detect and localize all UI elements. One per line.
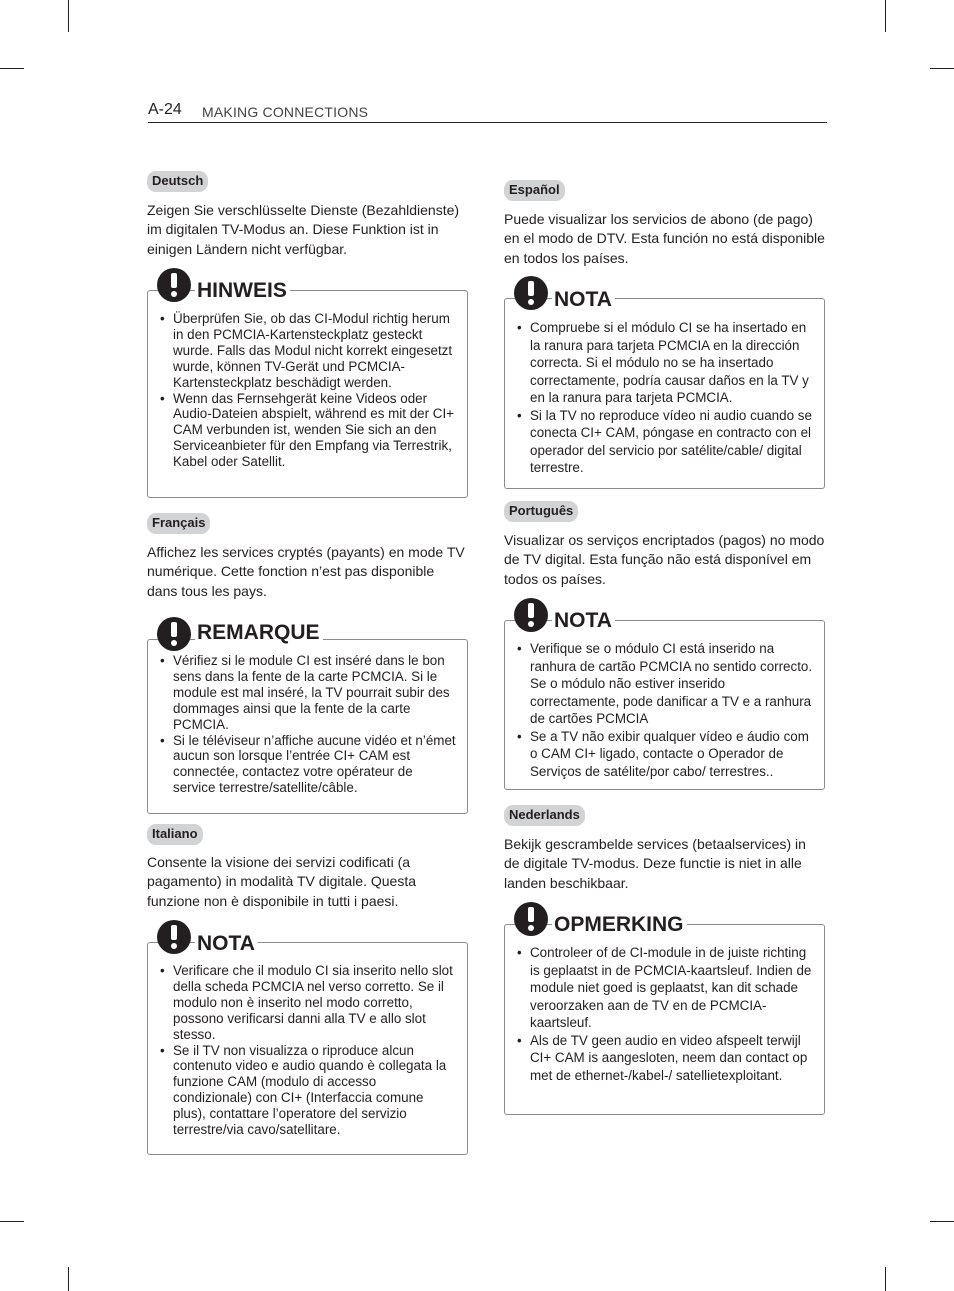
crop-mark — [0, 68, 24, 69]
note-box — [504, 276, 825, 489]
warning-icon — [514, 902, 548, 936]
list-item: • Si le téléviseur n’affiche aucune vidéo et n’émet aucun son lorsque l’entrée CI+ CAM est connectée, contactez votre opérateur de service terrestre/satellite/câble. — [160, 733, 458, 797]
warning-icon — [157, 920, 191, 954]
warning-icon — [157, 617, 191, 651]
note-list — [517, 319, 815, 477]
language-tag: Deutsch — [147, 171, 208, 192]
crop-mark — [68, 0, 69, 32]
list-item: • Überprüfen Sie, ob das CI-Modul richtig herum in den PCMCIA-Kartensteckplatz gesteckt wurde. Falls das Modul nicht korrekt eingesetzt wurde, können TV-Gerät und PCMCIA-Kartensteckplatz beschädigt werden. — [160, 311, 458, 391]
section-text: Affichez les services cryptés (payants) en mode TV numérique. Cette fonction n’est pas disponible dans tous les pays. — [147, 544, 465, 599]
language-tag: Español — [504, 180, 565, 201]
warning-icon — [514, 276, 548, 310]
note-list — [160, 653, 458, 796]
crop-mark — [68, 1267, 69, 1291]
section-text: Zeigen Sie verschlüsselte Dienste (Bezahldienste) im digitalen TV-Modus an. Diese Funktion ist in einigen Ländern nicht verfügbar. — [147, 202, 460, 257]
crop-mark — [930, 1221, 954, 1222]
crop-mark — [885, 1267, 886, 1291]
list-item: • Compruebe si el módulo CI se ha insertado en la ranura para tarjeta PCMCIA en la dirección correcta. Si el módulo no se ha insertado correctamente, podría causar daños en la TV y en la ranura para tarjeta PCMCIA. — [517, 319, 815, 407]
section-text: Visualizar os serviços encriptados (pagos) no modo de TV digital. Esta função não está disponível em todos os países. — [504, 532, 825, 587]
warning-icon — [157, 268, 191, 302]
note-box — [147, 920, 468, 1155]
list-item: • Se il TV non visualizza o riproduce alcun contenuto video e audio quando è collegata la funzione CAM (modulo di accesso condizionale) con CI+ (Interfaccia comune plus), contattare l’operatore del servizio terrestre/via cavo/satellitare. — [160, 1043, 458, 1138]
section-title: MAKING CONNECTIONS — [202, 104, 369, 120]
note-box — [147, 268, 468, 498]
crop-mark — [0, 1221, 24, 1222]
note-title: NOTA — [552, 288, 615, 312]
note-list — [517, 944, 815, 1084]
list-item: • Si la TV no reproduce vídeo ni audio cuando se conecta CI+ CAM, póngase en contracto con el operador del servicio por satélite/cable/ digital terrestre. — [517, 407, 815, 477]
note-box — [504, 902, 825, 1115]
section-text: Consente la visione dei servizi codificati (a pagamento) in modalità TV digitale. Questa funzione non è disponibile in tutti i paesi. — [147, 854, 417, 909]
note-title: NOTA — [552, 609, 615, 633]
note-title: OPMERKING — [552, 913, 687, 937]
list-item: • Als de TV geen audio en video afspeelt terwijl CI+ CAM is aangesloten, neem dan contact op met de ethernet-/kabel-/ satellietexploitant. — [517, 1032, 815, 1085]
note-list — [160, 963, 458, 1138]
note-title: REMARQUE — [195, 621, 323, 645]
list-item: • Controleer of de CI-module in de juiste richting is geplaatst in de PCMCIA-kaartsleuf. Indien de module niet goed is geplaatst, kan dit schade veroorzaken aan de TV en de PCMCIA-kaartsleuf. — [517, 944, 815, 1032]
language-tag: Português — [504, 501, 578, 522]
language-tag: Nederlands — [504, 805, 585, 826]
warning-icon — [514, 598, 548, 632]
list-item: • Wenn das Fernsehgerät keine Videos oder Audio-Dateien abspielt, während es mit der CI+ CAM verbunden ist, wenden Sie sich an den Serviceanbieter für den Empfang via Terrestrik, Kabel oder Satellit. — [160, 391, 458, 471]
language-tag: Français — [147, 513, 210, 534]
section-text: Bekijk gescrambelde services (betaalservices) in de digitale TV-modus. Deze functie is niet in alle landen beschikbaar. — [504, 836, 806, 891]
section-text: Puede visualizar los servicios de abono (de pago) en el modo de DTV. Esta función no está disponible en todos los países. — [504, 211, 825, 266]
list-item: • Vérifiez si le module CI est inséré dans le bon sens dans la fente de la carte PCMCIA. Si le module est mal inséré, la TV pourrait subir des dommages ainsi que la fente de la carte PCMCIA. — [160, 653, 458, 733]
list-item: • Se a TV não exibir qualquer vídeo e áudio com o CAM CI+ ligado, contacte o Operador de Serviços de satélite/por cabo/ terrestres.. — [517, 728, 815, 781]
note-list — [517, 640, 815, 780]
list-item: • Verifique se o módulo CI está inserido na ranhura de cartão PCMCIA no sentido correcto. Se o módulo não estiver inserido correctamente, pode danificar a TV e a ranhura de cartões PCMCIA — [517, 640, 815, 728]
crop-mark — [930, 68, 954, 69]
page-header — [148, 99, 827, 123]
language-tag: Italiano — [147, 824, 203, 845]
crop-mark — [885, 0, 886, 32]
note-box — [147, 617, 468, 814]
note-title: HINWEIS — [195, 279, 290, 303]
page-number: A-24 — [148, 101, 182, 118]
note-list — [160, 311, 458, 470]
list-item: • Verificare che il modulo CI sia inserito nello slot della scheda PCMCIA nel verso corretto. Se il modulo non è inserito nel modo corretto, possono verificarsi danni alla TV e allo slot stesso. — [160, 963, 458, 1043]
note-box — [504, 598, 825, 790]
note-title: NOTA — [195, 932, 258, 956]
